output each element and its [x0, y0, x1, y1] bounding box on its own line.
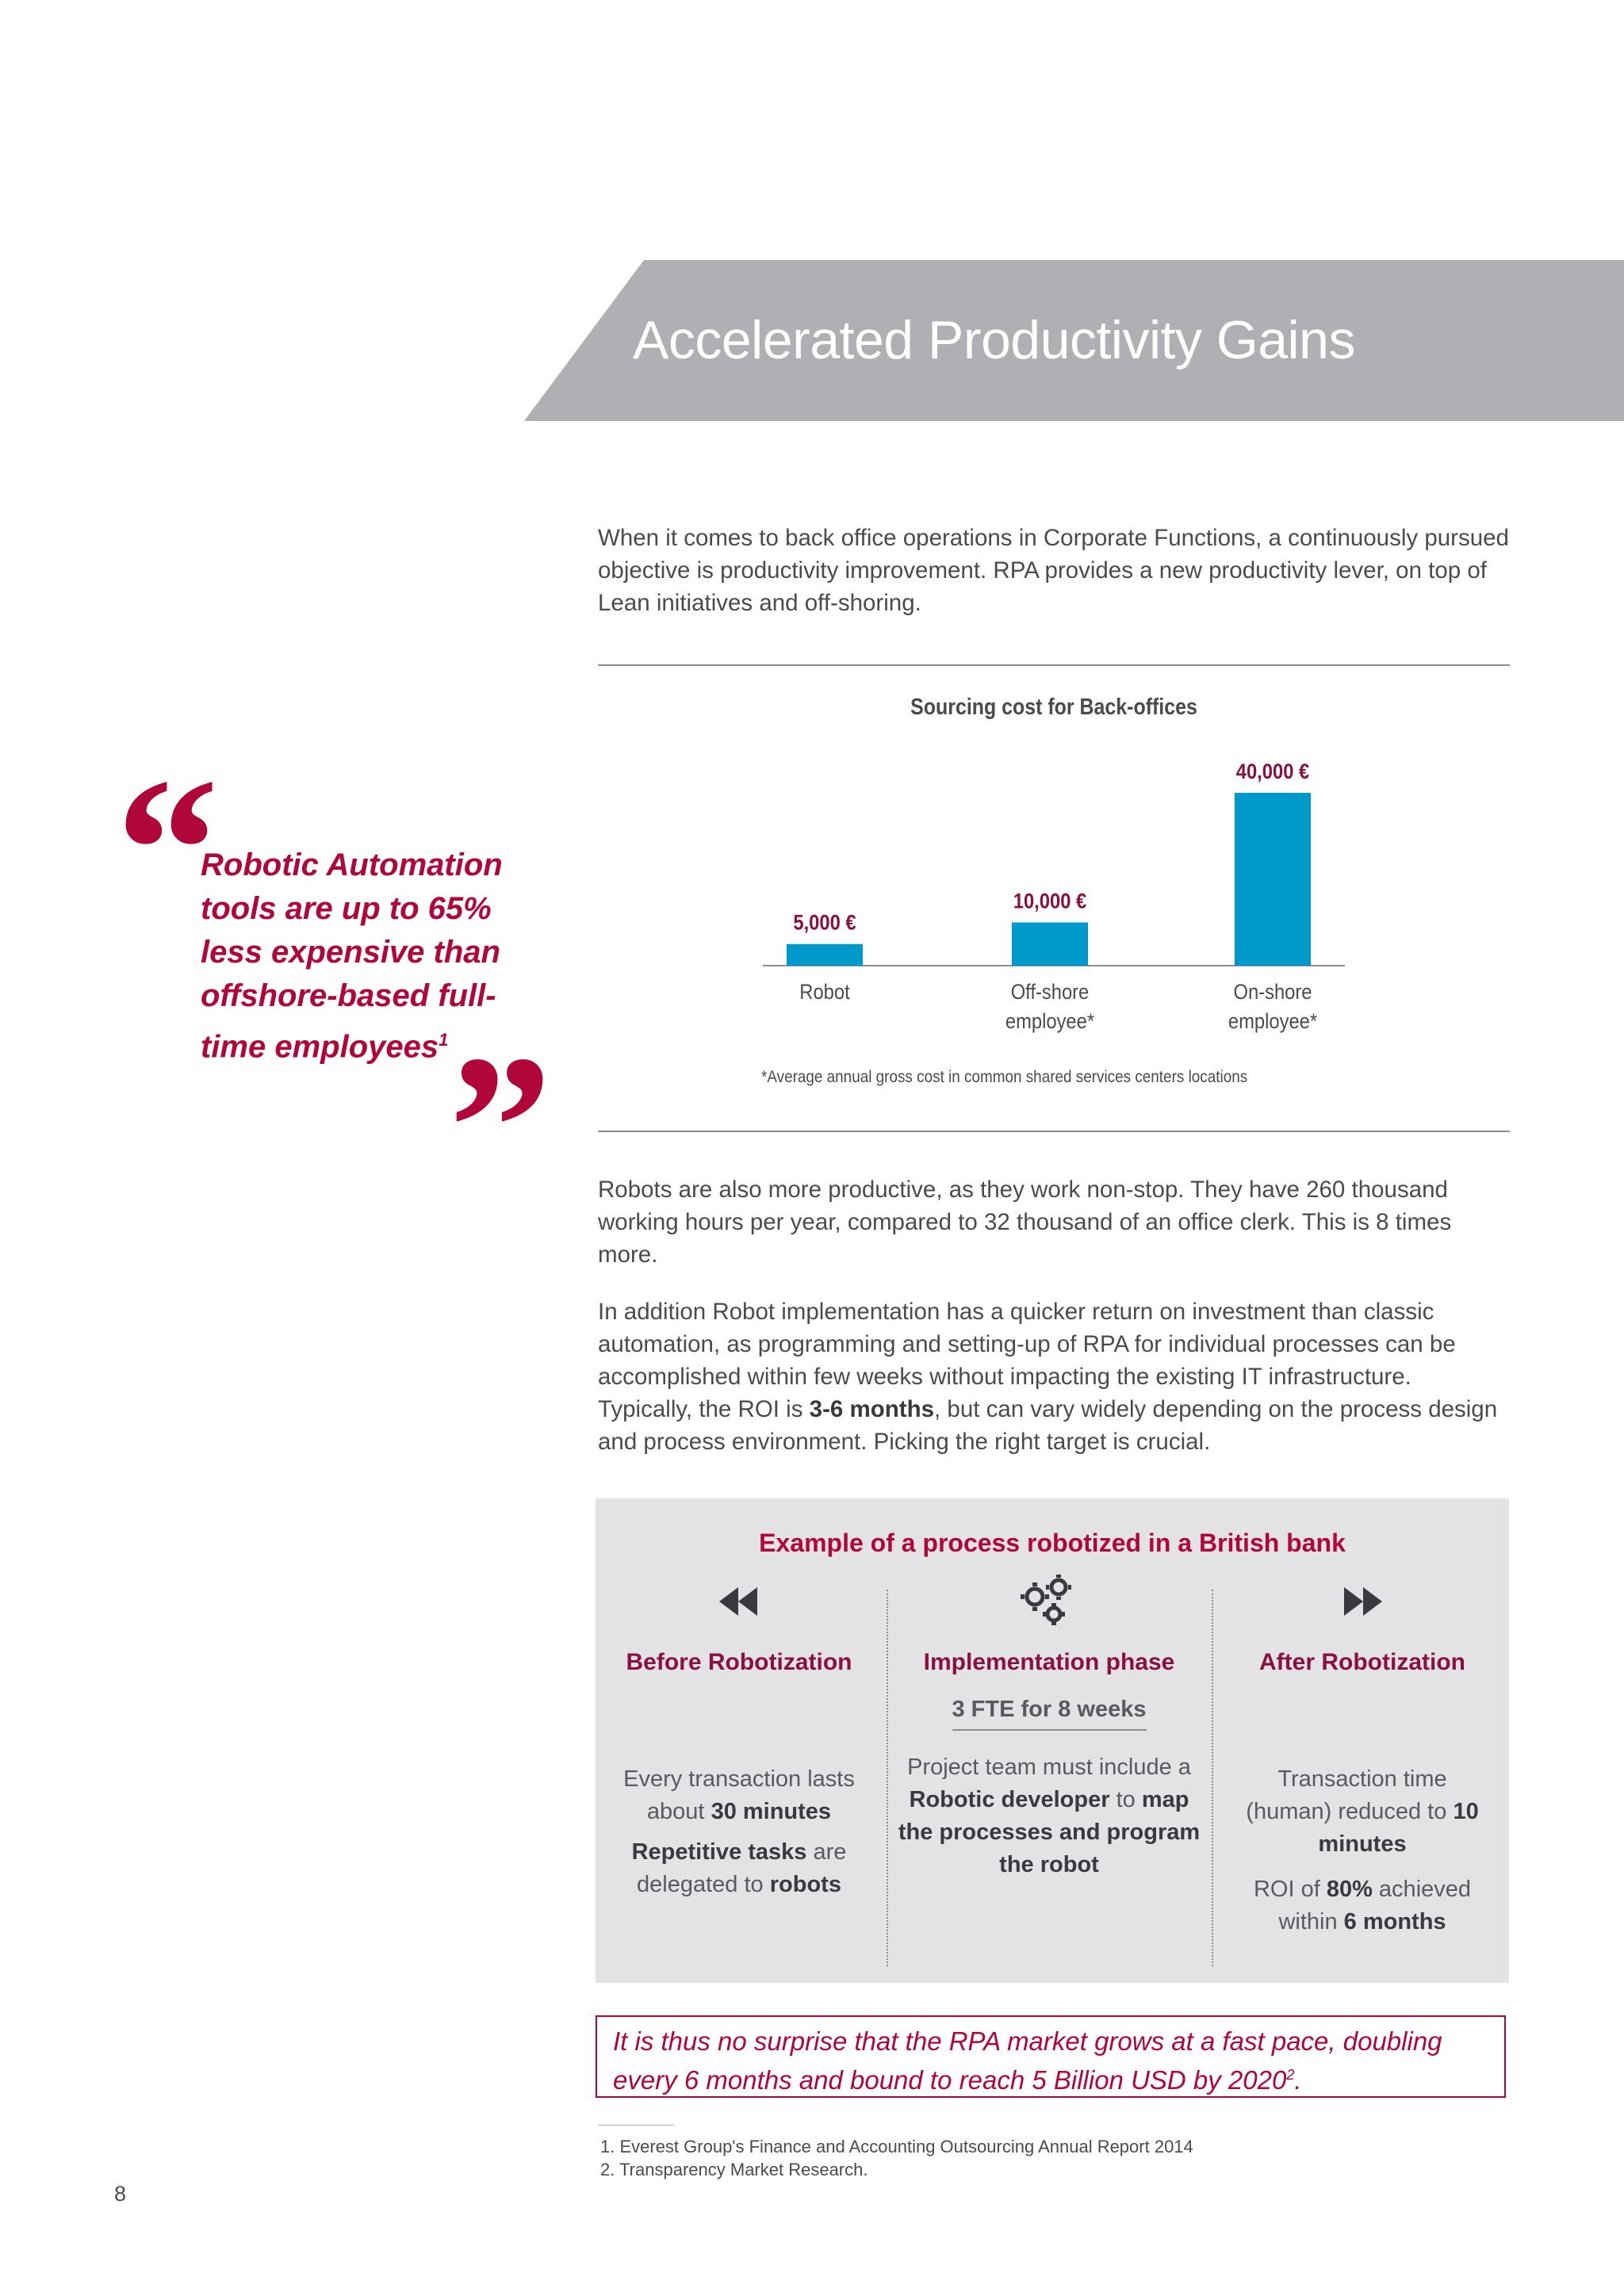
after-column	[1216, 1578, 1509, 1950]
intro-paragraph: When it comes to back office operations in Corporate Functions, a continuously pursued objective is productivity improvement. RPA provides a new productivity lever, on top of Lean initiatives and off-shoring.	[598, 525, 1509, 616]
roi-paragraph	[598, 1295, 1510, 1458]
after-line-2: ROI of 80% achieved within 6 months	[1253, 1877, 1472, 1934]
after-heading: After Robotization	[1259, 1649, 1465, 1675]
productivity-paragraph: Robots are also more productive, as they work non-stop. They have 260 thousand working hours per year, compared to 32 thousand of an office clerk. This is 8 times more.	[598, 1177, 1452, 1268]
before-line-2: Repetitive tasks are delegated to robots	[631, 1839, 847, 1897]
chart-data-label: 40,000 €	[1235, 760, 1310, 784]
conclusion-callout	[596, 2015, 1506, 2098]
pull-quote-text: Robotic Automation tools are up to 65% less expensive than offshore-based full-time employees	[201, 848, 503, 1065]
callout-end: .	[1294, 2065, 1302, 2095]
pull-quote-ref: 1	[439, 1030, 449, 1050]
rewind-icon	[596, 1578, 883, 1625]
example-title: Example of a process robotized in a British bank	[759, 1529, 1346, 1557]
chart-data-label: 10,000 €	[1013, 890, 1087, 913]
chart-bar	[1012, 923, 1088, 966]
gears-icon	[891, 1578, 1208, 1625]
implementation-heading: Implementation phase	[923, 1649, 1175, 1675]
footnote-2: 2. Transparency Market Research.	[600, 2160, 868, 2179]
chart-category-label: employee*	[1228, 1009, 1318, 1034]
chart-category-label: Off-shore	[1010, 980, 1090, 1004]
fast-forward-icon	[1216, 1578, 1509, 1625]
chart-data-label: 5,000 €	[793, 911, 856, 936]
chart-bar	[1235, 793, 1311, 966]
footnote-rule	[598, 2125, 674, 2126]
page-number: 8	[114, 2182, 127, 2206]
chart-bottom-rule	[598, 1131, 1510, 1132]
column-divider	[1212, 1590, 1213, 1966]
roi-text-2: , but can vary widely depending on the process design and process environment. Picking the right target is crucial.	[598, 1396, 1498, 1455]
chart-title: Sourcing cost for Back-offices	[910, 695, 1197, 720]
close-quote-icon: ”	[449, 1013, 552, 1242]
before-line-1: Every transaction lasts about 30 minutes	[623, 1766, 855, 1824]
implementation-fte: 3 FTE for 8 weeks	[952, 1697, 1147, 1731]
open-quote-icon: “	[116, 736, 219, 964]
column-divider	[887, 1590, 888, 1966]
after-line-1: Transaction time (human) reduced to 10 minutes	[1246, 1766, 1479, 1857]
footnote-1: 1. Everest Group's Finance and Accounting Outsourcing Annual Report 2014	[600, 2137, 1193, 2156]
chart-category-label: On-shore	[1233, 980, 1312, 1004]
section-title: Accelerated Productivity Gains	[633, 310, 1355, 370]
before-column	[596, 1578, 883, 1950]
callout-ref: 2	[1286, 2067, 1295, 2083]
roi-text-1: In addition Robot implementation has a quicker return on investment than classic automation, as programming and setting-up of RPA for individual processes can be accomplished within few weeks without impacting the existing IT infrastructure. Typically, the ROI is	[598, 1299, 1456, 1422]
implementation-column	[891, 1578, 1208, 1950]
chart-category-label: employee*	[1005, 1009, 1095, 1034]
chart-footnote: *Average annual gross cost in common shared services centers locations	[761, 1068, 1248, 1086]
callout-text: It is thus no surprise that the RPA market grows at a fast pace, doubling every 6 months and bound to reach 5 Billion USD by 2020	[613, 2026, 1442, 2095]
chart-bar	[787, 944, 863, 966]
chart-category-label: Robot	[799, 980, 850, 1004]
implementation-text: Project team must include a Robotic developer to map the processes and program the robot	[898, 1755, 1201, 1877]
example-panel	[596, 1498, 1509, 1983]
before-heading: Before Robotization	[626, 1649, 852, 1675]
roi-highlight: 3-6 months	[809, 1396, 935, 1422]
